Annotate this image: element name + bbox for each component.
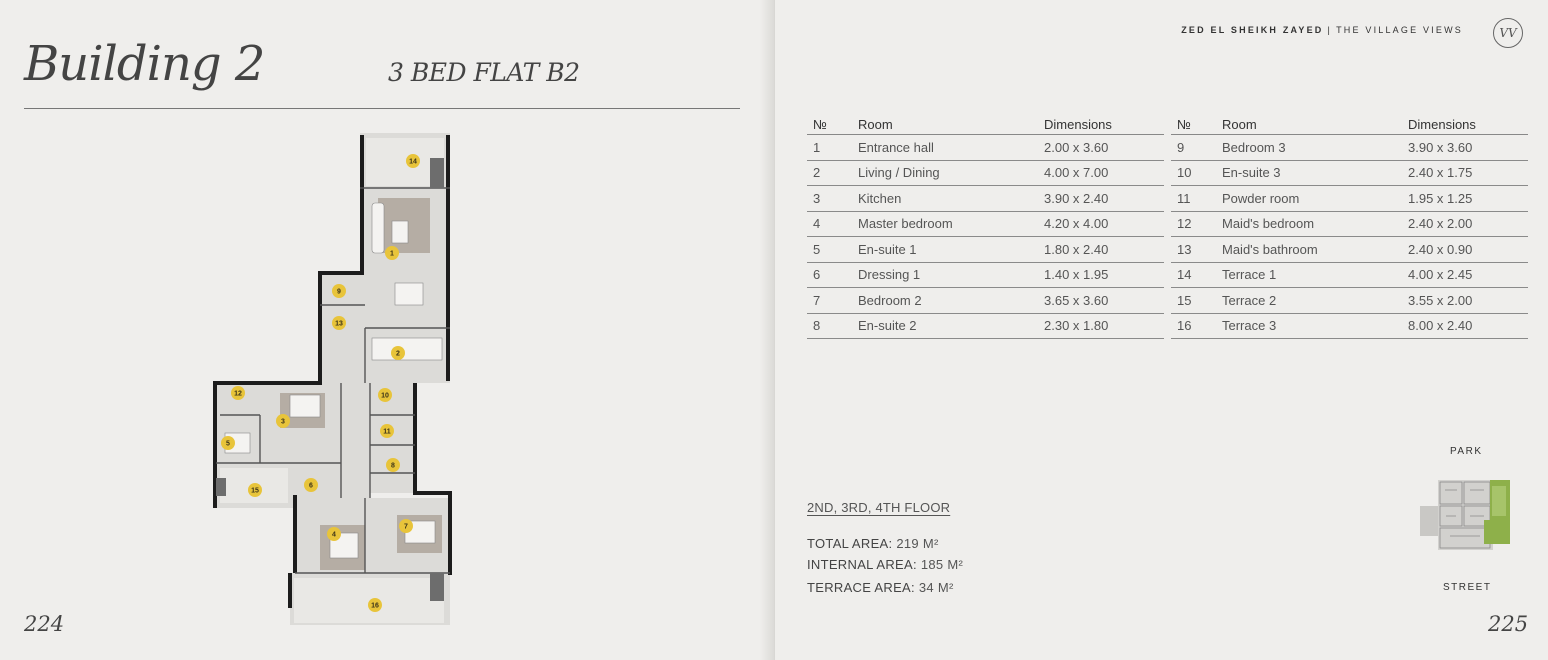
room-dimensions: 1.80 x 2.40 <box>1038 237 1164 263</box>
room-dimensions: 2.40 x 1.75 <box>1402 160 1528 186</box>
left-page <box>0 0 773 660</box>
room-dimensions: 2.40 x 2.00 <box>1402 211 1528 237</box>
room-dimensions: 3.55 x 2.00 <box>1402 288 1528 314</box>
room-number: 6 <box>807 262 852 288</box>
col-dimensions: Dimensions <box>1402 110 1528 135</box>
room-dimensions: 3.90 x 2.40 <box>1038 186 1164 212</box>
page-number-left: 224 <box>24 612 65 636</box>
floor-plan <box>210 133 460 633</box>
table-header-row <box>807 110 1164 135</box>
monogram-logo-icon <box>1493 18 1523 48</box>
table-row <box>807 288 1164 314</box>
table-row <box>1171 186 1528 212</box>
room-number: 9 <box>1171 135 1216 161</box>
area-value: 185 M² <box>920 557 964 572</box>
room-number: 4 <box>807 211 852 237</box>
room-number: 12 <box>1171 211 1216 237</box>
table-row <box>807 160 1164 186</box>
internal-area <box>807 557 963 572</box>
badge-7: 7 <box>404 523 408 531</box>
brand-header <box>1181 25 1463 35</box>
room-name: Maid's bedroom <box>1216 211 1402 237</box>
room-dimensions: 3.90 x 3.60 <box>1402 135 1528 161</box>
col-room: Room <box>1216 110 1402 135</box>
room-number: 10 <box>1171 160 1216 186</box>
brand-separator: | <box>1327 25 1333 35</box>
site-label-street: STREET <box>1443 582 1492 593</box>
room-name: En-suite 3 <box>1216 160 1402 186</box>
table-header-row <box>1171 110 1528 135</box>
badge-6: 6 <box>309 482 313 490</box>
table-row <box>1171 160 1528 186</box>
col-room: Room <box>852 110 1038 135</box>
right-page <box>775 0 1548 660</box>
terrace-area <box>807 580 954 595</box>
room-dimensions: 4.20 x 4.00 <box>1038 211 1164 237</box>
room-number: 8 <box>807 313 852 339</box>
room-dimensions: 1.95 x 1.25 <box>1402 186 1528 212</box>
room-name: En-suite 2 <box>852 313 1038 339</box>
table-row <box>1171 262 1528 288</box>
table-row <box>1171 237 1528 263</box>
badge-2: 2 <box>396 350 400 358</box>
table-row <box>1171 288 1528 314</box>
table-row <box>1171 135 1528 161</box>
table-row <box>807 262 1164 288</box>
room-name: Bedroom 3 <box>1216 135 1402 161</box>
table-row <box>807 186 1164 212</box>
badge-8: 8 <box>391 462 395 470</box>
room-dimensions: 4.00 x 2.45 <box>1402 262 1528 288</box>
area-value: 34 M² <box>918 580 954 595</box>
room-number: 14 <box>1171 262 1216 288</box>
room-name: Terrace 2 <box>1216 288 1402 314</box>
col-number: № <box>807 110 852 135</box>
badge-9: 9 <box>337 288 341 296</box>
area-value: 219 M² <box>896 536 939 551</box>
col-dimensions: Dimensions <box>1038 110 1164 135</box>
badge-14: 14 <box>409 158 417 166</box>
room-dimensions: 2.40 x 0.90 <box>1402 237 1528 263</box>
room-dimensions: 4.00 x 7.00 <box>1038 160 1164 186</box>
room-number: 1 <box>807 135 852 161</box>
rooms-table-right <box>1171 110 1528 339</box>
room-dimensions: 8.00 x 2.40 <box>1402 313 1528 339</box>
col-number: № <box>1171 110 1216 135</box>
table-row <box>1171 211 1528 237</box>
badge-11: 11 <box>383 428 391 436</box>
area-label: TOTAL AREA: <box>807 536 893 551</box>
table-row <box>1171 313 1528 339</box>
room-number: 13 <box>1171 237 1216 263</box>
floors-link[interactable]: 2ND, 3RD, 4TH FLOOR <box>807 500 951 515</box>
brand-name: ZED EL SHEIKH ZAYED <box>1181 25 1324 35</box>
badge-1: 1 <box>390 250 394 258</box>
room-number: 11 <box>1171 186 1216 212</box>
table-row <box>807 211 1164 237</box>
badge-15: 15 <box>251 487 259 495</box>
table-row <box>807 237 1164 263</box>
title-divider <box>24 108 740 109</box>
room-name: Bedroom 2 <box>852 288 1038 314</box>
room-name: Maid's bathroom <box>1216 237 1402 263</box>
room-number: 2 <box>807 160 852 186</box>
room-number: 7 <box>807 288 852 314</box>
room-name: Powder room <box>1216 186 1402 212</box>
area-label: TERRACE AREA: <box>807 580 915 595</box>
room-name: En-suite 1 <box>852 237 1038 263</box>
room-number: 3 <box>807 186 852 212</box>
room-dimensions: 3.65 x 3.60 <box>1038 288 1164 314</box>
badge-12: 12 <box>234 390 242 398</box>
room-dimensions: 2.00 x 3.60 <box>1038 135 1164 161</box>
building-title: Building 2 <box>24 36 265 92</box>
room-dimensions: 1.40 x 1.95 <box>1038 262 1164 288</box>
rooms-table-left <box>807 110 1164 339</box>
room-number: 5 <box>807 237 852 263</box>
room-number: 15 <box>1171 288 1216 314</box>
room-name: Terrace 3 <box>1216 313 1402 339</box>
project-name: THE VILLAGE VIEWS <box>1336 25 1463 35</box>
table-row <box>807 135 1164 161</box>
room-name: Dressing 1 <box>852 262 1038 288</box>
room-name: Kitchen <box>852 186 1038 212</box>
room-name: Living / Dining <box>852 160 1038 186</box>
room-name: Terrace 1 <box>1216 262 1402 288</box>
site-label-park: PARK <box>1450 446 1483 457</box>
room-number: 16 <box>1171 313 1216 339</box>
svg-text:VV: VV <box>1499 26 1517 40</box>
badge-4: 4 <box>332 531 336 539</box>
room-name: Entrance hall <box>852 135 1038 161</box>
room-name: Master bedroom <box>852 211 1038 237</box>
page-number-right: 225 <box>1488 612 1529 636</box>
badge-16: 16 <box>371 602 379 610</box>
table-row <box>807 313 1164 339</box>
badge-5: 5 <box>226 440 230 448</box>
badge-3: 3 <box>281 418 285 426</box>
badge-13: 13 <box>335 320 343 328</box>
area-label: INTERNAL AREA: <box>807 557 917 572</box>
site-key-plan <box>1420 476 1520 552</box>
total-area <box>807 536 939 551</box>
badge-10: 10 <box>381 392 389 400</box>
room-dimensions: 2.30 x 1.80 <box>1038 313 1164 339</box>
flat-title: 3 BED FLAT B2 <box>388 58 580 87</box>
